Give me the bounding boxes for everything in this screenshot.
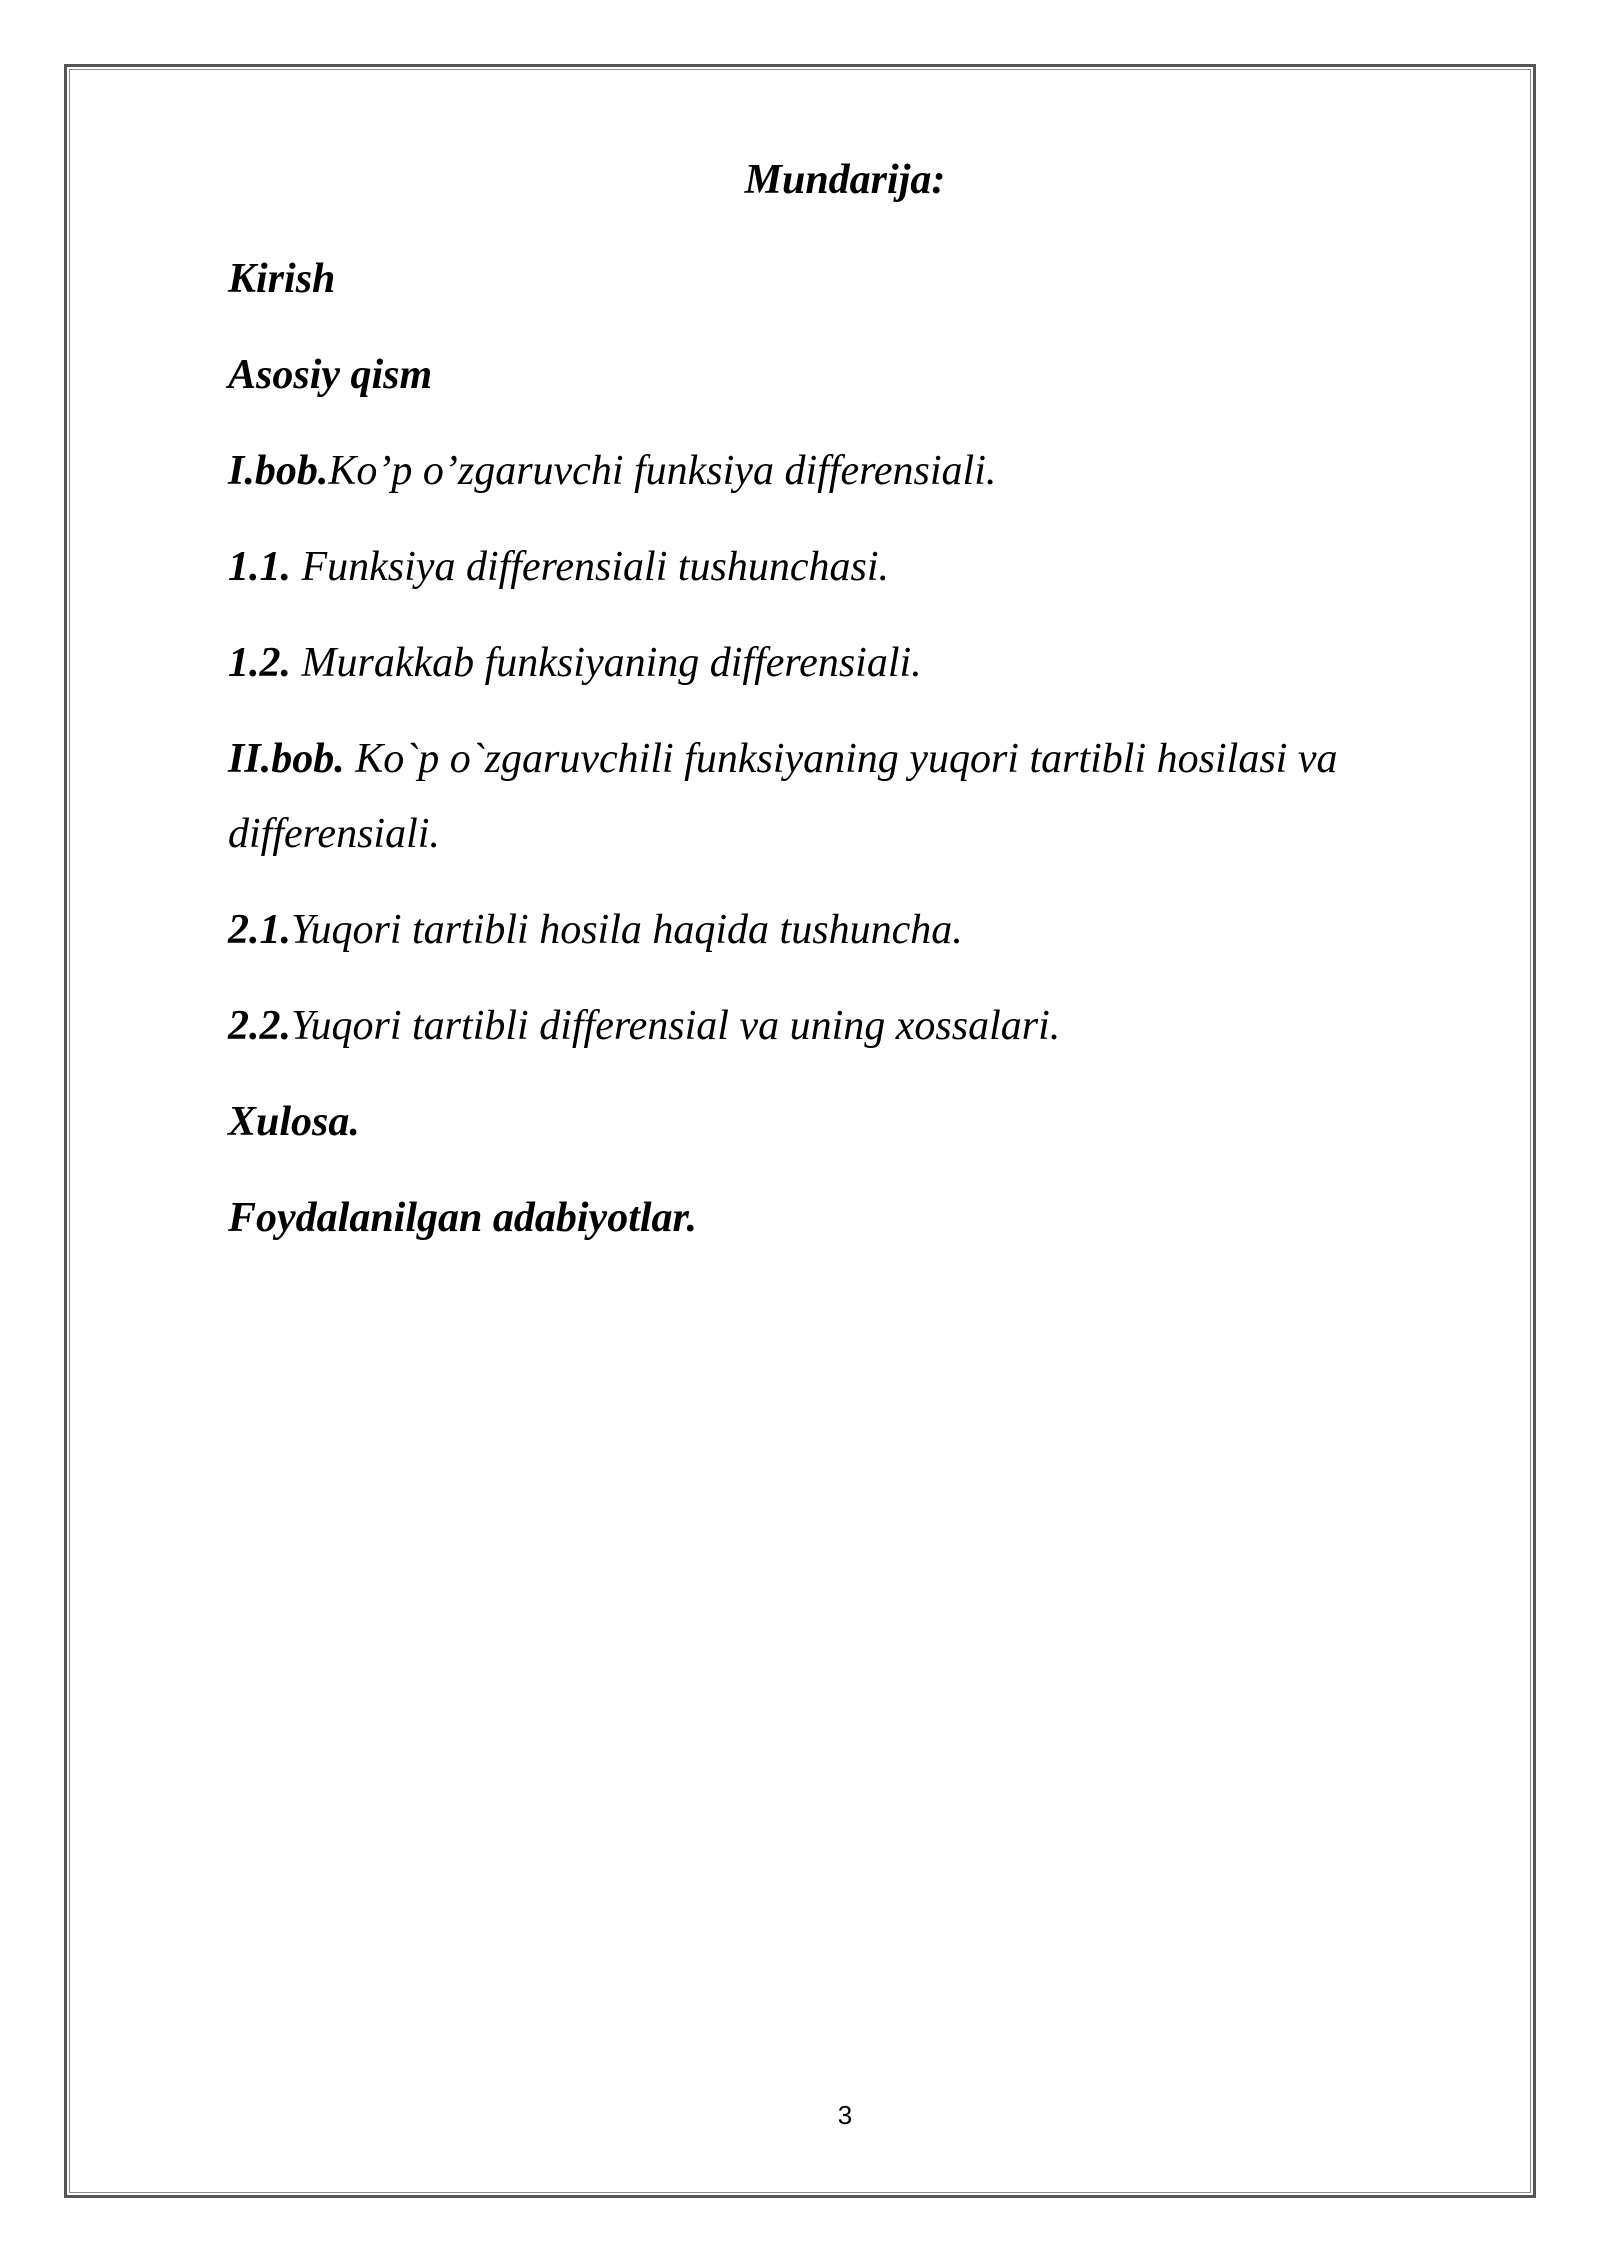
toc-item-number: I.bob. (228, 448, 329, 494)
toc-item-number: 2.2. (228, 1003, 291, 1049)
toc-item-2-1 (228, 893, 1398, 968)
toc-item-1-2 (228, 626, 1398, 701)
toc-item-chapter-2 (228, 722, 1398, 872)
toc-item-number: Kirish (228, 256, 336, 302)
toc-item-text: Ko`p o`zgaruvchili funksiyaning yuqori tartibli hosilasi va differensiali. (228, 736, 1338, 857)
toc-item-number: 1.2. (228, 640, 291, 686)
page-number: 3 (837, 2100, 853, 2130)
toc-item-number: 2.1. (228, 907, 291, 953)
toc-item-2-2 (228, 989, 1398, 1064)
table-of-contents (228, 242, 1398, 1277)
toc-item-number: Foydalanilgan adabiyotlar. (228, 1195, 698, 1241)
toc-item-xulosa (228, 1085, 1398, 1160)
toc-item-text: Yuqori tartibli hosila haqida tushuncha. (291, 907, 963, 953)
toc-item-text: Ko’p o’zgaruvchi funksiya differensiali. (328, 448, 997, 494)
toc-item-number: Xulosa. (228, 1099, 360, 1145)
toc-item-text: Funksiya differensiali tushunchasi. (291, 544, 890, 590)
toc-item-text: Murakkab funksiyaning differensiali. (291, 640, 922, 686)
toc-item-number: Asosiy qism (228, 352, 433, 398)
toc-item-number: 1.1. (228, 544, 291, 590)
toc-item-kirish (228, 242, 1398, 317)
toc-item-number: II.bob. (228, 736, 345, 782)
page-title: Mundarija: (744, 157, 946, 203)
toc-item-1-1 (228, 530, 1398, 605)
toc-item-adabiyotlar (228, 1181, 1398, 1256)
toc-item-text: Yuqori tartibli differensial va uning xossalari. (291, 1003, 1061, 1049)
toc-item-asosiy-qism (228, 338, 1398, 413)
toc-item-chapter-1 (228, 434, 1398, 509)
